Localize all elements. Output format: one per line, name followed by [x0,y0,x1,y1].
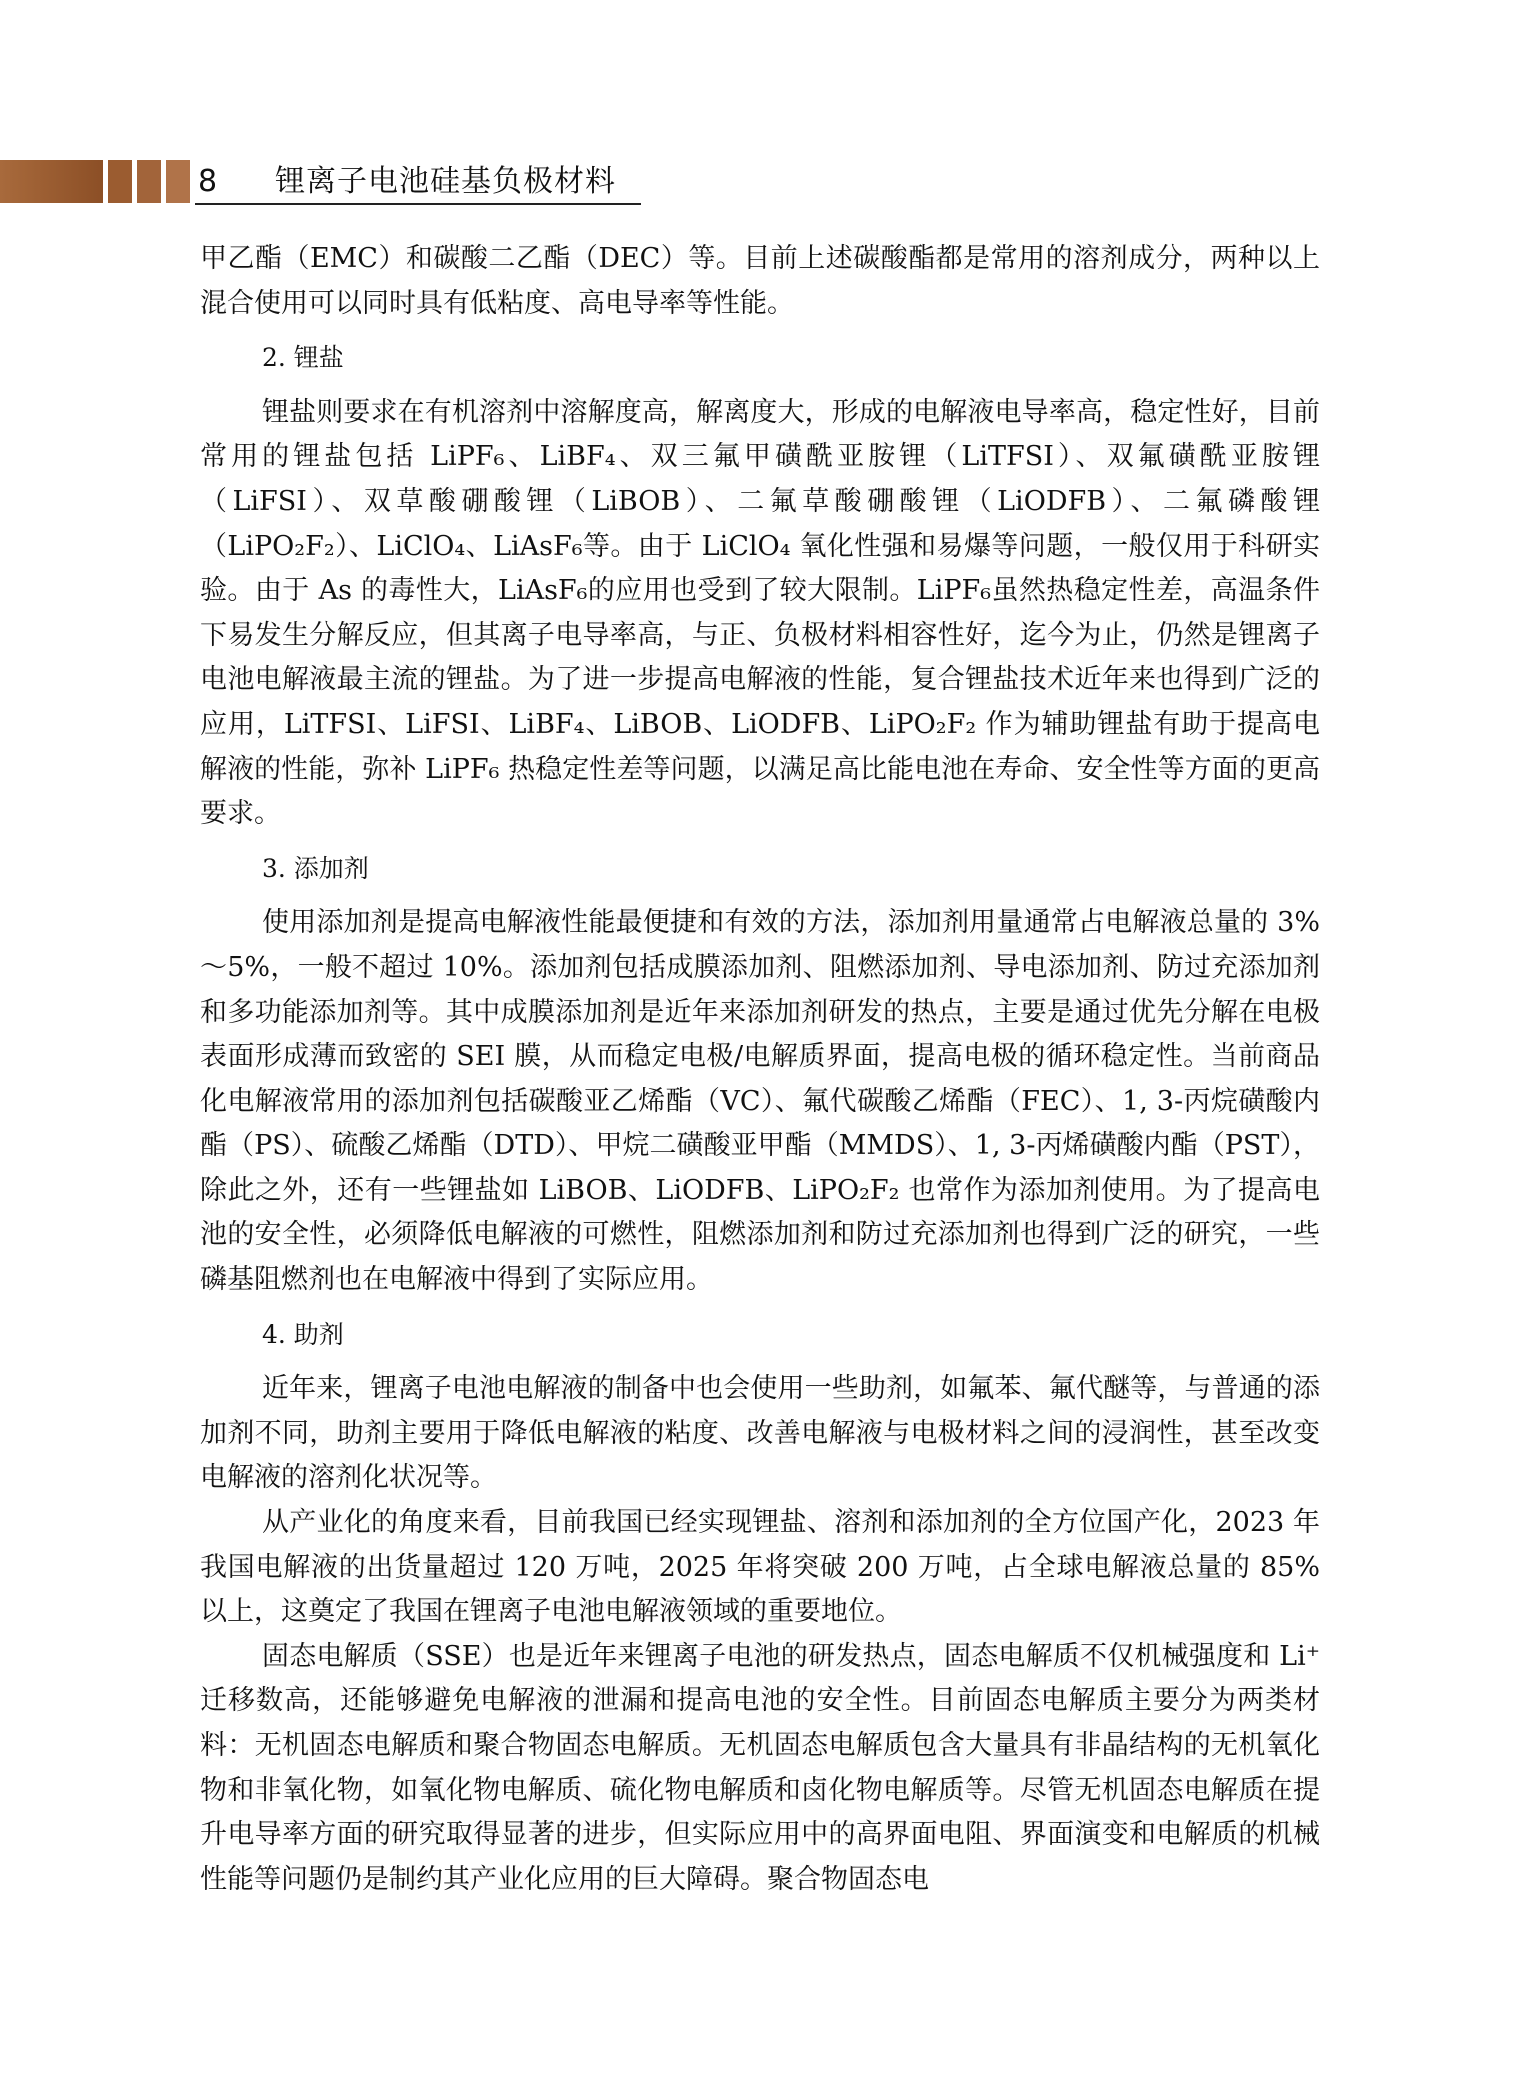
section-heading-lithium-salt: 2. 锂盐 [262,343,344,373]
header-stripe [166,160,190,203]
paragraph: 固态电解质（SSE）也是近年来锂离子电池的研发热点，固态电解质不仅机械强度和 Li⁺迁移数高，还能够避免电解液的泄漏和提高电池的安全性。目前固态电解质主要分为两类材料：无机固态电解质和聚合物固态电解质。无机固态电解质包含大量具有非晶结构的无机氧化物和非氧化物，如氧化物电解质、硫化物电解质和卤化物电解质等。尽管无机固态电解质在提升电导率方面的研究取得显著的进步，但实际应用中的高界面电阻、界面演变和电解质的机械性能等问题仍是制约其产业化应用的巨大障碍。聚合物固态电 [200,1640,1320,1895]
running-header [0,160,640,203]
section-heading-additives: 3. 添加剂 [262,853,369,883]
paragraph: 甲乙酯（EMC）和碳酸二乙酯（DEC）等。目前上述碳酸酯都是常用的溶剂成分，两种以上混合使用可以同时具有低粘度、高电导率等性能。 [200,243,1320,319]
page-body [200,237,1320,1902]
header-rule [195,203,641,205]
page-number: 8 [198,164,218,199]
paragraph: 近年来，锂离子电池电解液的制备中也会使用一些助剂，如氟苯、氟代醚等，与普通的添加剂不同，助剂主要用于降低电解液的粘度、改善电解液与电极材料之间的浸润性，甚至改变电解液的溶剂化状况等。 [200,1373,1320,1494]
section-heading-auxiliaries: 4. 助剂 [262,1319,344,1349]
paragraph: 从产业化的角度来看，目前我国已经实现锂盐、溶剂和添加剂的全方位国产化，2023 年我国电解液的出货量超过 120 万吨，2025 年将突破 200 万吨，占全球电解液总量的 85%以上，这奠定了我国在锂离子电池电解液领域的重要地位。 [200,1507,1320,1628]
header-color-band [0,160,103,203]
paragraph: 使用添加剂是提高电解液性能最便捷和有效的方法，添加剂用量通常占电解液总量的 3%～5%，一般不超过 10%。添加剂包括成膜添加剂、阻燃添加剂、导电添加剂、防过充添加剂和多功能添加剂等。其中成膜添加剂是近年来添加剂研发的热点，主要是通过优先分解在电极表面形成薄而致密的 SEI 膜，从而稳定电极/电解质界面，提高电极的循环稳定性。当前商品化电解液常用的添加剂包括碳酸亚乙烯酯（VC）、氟代碳酸乙烯酯（FEC）、1, 3-丙烷磺酸内酯（PS）、硫酸乙烯酯（DTD）、甲烷二磺酸亚甲酯（MMDS）、1, 3-丙烯磺酸内酯（PST），除此之外，还有一些锂盐如 LiBOB、LiODFB、LiPO₂F₂ 也常作为添加剂使用。为了提高电池的安全性，必须降低电解液的可燃性，阻燃添加剂和防过充添加剂也得到广泛的研究，一些磷基阻燃剂也在电解液中得到了实际应用。 [200,907,1320,1296]
header-stripe [137,160,161,203]
header-stripe [108,160,132,203]
book-title: 锂离子电池硅基负极材料 [275,164,616,199]
paragraph: 锂盐则要求在有机溶剂中溶解度高，解离度大，形成的电解液电导率高，稳定性好，目前常用的锂盐包括 LiPF₆、LiBF₄、双三氟甲磺酰亚胺锂（LiTFSI）、双氟磺酰亚胺锂（LiFSI）、双草酸硼酸锂（LiBOB）、二氟草酸硼酸锂（LiODFB）、二氟磷酸锂（LiPO₂F₂）、LiClO₄、LiAsF₆等。由于 LiClO₄ 氧化性强和易爆等问题，一般仅用于科研实验。由于 As 的毒性大，LiAsF₆的应用也受到了较大限制。LiPF₆虽然热稳定性差，高温条件下易发生分解反应，但其离子电导率高，与正、负极材料相容性好，迄今为止，仍然是锂离子电池电解液最主流的锂盐。为了进一步提高电解液的性能，复合锂盐技术近年来也得到广泛的应用，LiTFSI、LiFSI、LiBF₄、LiBOB、LiODFB、LiPO₂F₂ 作为辅助锂盐有助于提高电解液的性能，弥补 LiPF₆ 热稳定性差等问题，以满足高比能电池在寿命、安全性等方面的更高要求。 [200,396,1321,830]
